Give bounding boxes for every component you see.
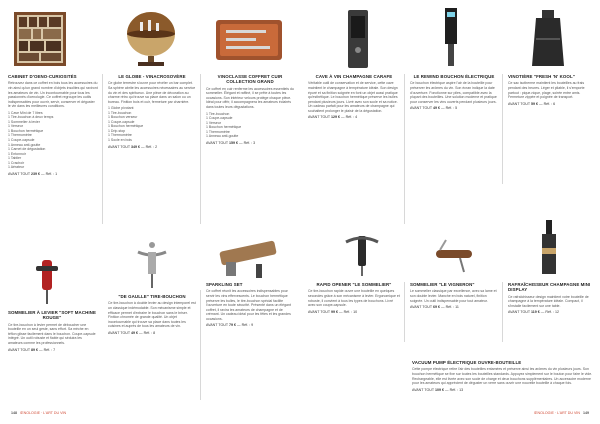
cabinet-product [8,74,98,244]
list-item: 1 Coupe-capsule [8,137,35,142]
champagne-cooler-title: RAFRAÎCHISSEUR CHAMPAGNE MINI DISPLAY [508,282,591,293]
vacuum-pump-title: VACUUM PUMP ÉLECTRIQUE OUVRE-BOUTEILLE [412,360,522,365]
list-item: 1 Bouchon verseur [108,115,138,120]
price-label: AVANT TOUT [108,144,130,149]
rapid-opener-description: Ce tire-bouchon rapide ouvre une bouteille en quelques secondes grâce à son mécanisme à levier. Ergonomique et robuste, il convient à tous les types de bouchons. Livré avec son coupe-capsule. [308,289,400,308]
list-item: 1 Thermomètre [8,133,32,138]
globe-title: LE GLOBE - VINACROSOVÈRE [118,74,186,79]
leather-case-description: Ce coffret en cuir renferme les accessoires essentiels du sommelier. Élégant et raffiné, il se prête à toutes les occasions. Son intérieur velours protège chaque pièce. Idéal pour offrir, il accompagnera les amateurs éclairés dans toutes leurs dégustations. [206,86,294,109]
wine-cooler-bag-image [528,8,568,68]
list-item: 1 Tire-bouchon [108,110,132,115]
sparkling-set-product [206,282,294,410]
reference: Réf. : 3 [243,140,256,145]
globe-price: AVANT TOUT 349 € — Réf. : 2 [108,144,158,149]
vacuum-pump-product [412,360,596,408]
reference: Réf. : 10 [343,309,358,314]
column-divider [404,74,405,224]
list-item: 1 Bouchon hermétique [206,125,242,130]
sparkling-set-description: Ce coffret réunit les accessoires indispensables pour servir les vins effervescents. Le bouchon hermétique préserve les bulles, le tire-bouchon spécial facilite l'ouverture en toute sécurité. Présenté dans un élégant coffret, il ravira les amateurs de champagne et de crémant. Un cadeau idéal pour les fêtes et les grandes occasions. [206,289,291,321]
column-divider [200,290,201,400]
right-page [300,0,600,424]
champagne-cooler-price: AVANT TOUT 119 € — Réf. : 12 [508,310,559,315]
list-item: 1 Aérateur [8,165,25,170]
list-item: 1 Drip-stop [108,128,126,133]
price-value: 119 € [530,310,540,315]
cabinet-contents [8,111,98,170]
column-divider [102,74,103,224]
champagne-cooler-description: Ce rafraîchisseur design maintient votre bouteille de champagne à la température idéale. Compact, il s'installe facilement sur une table. [508,294,589,308]
double-lever-corkscrew-title: "DE GAULLE" TIRE-BOUCHON [118,294,186,299]
price-label: AVANT TOUT [410,305,432,310]
price-label: AVANT TOUT [308,309,330,314]
list-item: 1 Globe pivotant [108,106,134,111]
leather-case-price: AVANT TOUT 159 € — Réf. : 3 [206,140,256,145]
cabinet-title: CABINET D'OENO-CURIOSITÉS [8,74,77,79]
price-label: AVANT TOUT [508,101,530,106]
price-value: 89 € [30,347,38,352]
reference: Réf. : 11 [445,305,459,310]
electric-stopper-image [436,6,466,68]
reference: Réf. : 4 [345,115,358,120]
champagne-cave-title: CAVE À VIN CHAMPAGNE CARAFE [315,74,393,79]
double-lever-corkscrew-price: AVANT TOUT 49 € — Réf. : 8 [108,330,156,335]
reference: Réf. : 7 [43,347,56,352]
wine-cooler-bag-description: Ce sac isotherme maintient les bouteilles au frais pendant des heures. Léger et pliable, il s'emporte partout : pique-nique, plage, soirée entre amis. Fermeture zippée et poignée de transport. [508,81,585,100]
price-value: 99 € [330,309,338,314]
list-item: 1 Verseur [8,124,23,129]
price-value: 49 € [130,330,138,335]
globe-image [118,8,184,70]
leather-case-product [206,74,294,204]
champagne-cave-product [308,74,400,234]
globe-contents [108,106,196,142]
price-label: AVANT TOUT [206,140,228,145]
lever-corkscrew-image [22,258,72,306]
price-label: AVANT TOUT [8,347,30,352]
reference: Réf. : 6 [543,101,556,106]
list-item: 1 Tire-bouchon [206,111,230,116]
column-divider [200,74,201,224]
price-label: AVANT TOUT [8,171,30,176]
list-item: 1 Bouchon hermétique [108,124,144,129]
list-item: 1 Verseur [206,120,221,125]
rapid-opener-price: AVANT TOUT 99 € — Réf. : 10 [308,309,358,314]
price-label: AVANT TOUT [508,310,530,315]
list-item: 1 Bouchon hermétique [8,128,44,133]
reference: Réf. : 12 [545,310,559,315]
lever-corkscrew-description: Ce tire-bouchon à levier permet de déboucher une bouteille en un seul geste, sans effort. Sa mèche en téflon glisse facilement dans le bouchon. Coupe-capsule intégré. Un outil robuste et fiable qui séduira les amateurs comme les professionnels. [8,322,96,345]
reference: Réf. : 5 [445,106,458,111]
price-value: 59 € [530,101,538,106]
champagne-cave-description: Véritable outil de conservation et de service, cette cave maintient le champagne à température idéale. Son design épuré et sa finition soignée en font un objet aussi pratique qu'esthétique. Le bouchon hermétique préserve les bulles pendant plusieurs jours. Livré avec son socle et sa notice. Un cadeau parfait pour les amateurs de champagne qui souhaitent prolonger le plaisir de la dégustation. [308,81,398,113]
vacuum-pump-description: Cette pompe électrique retire l'air des bouteilles entamées et préserve ainsi les arômes du vin plusieurs jours. Son bouchon hermétique se fixe sur toutes les bouteilles standards. Appuyez simplement sur le bouton pour faire le vide. Rechargeable, elle est livrée avec son socle de charge et deux bouchons supplémentaires. Un accessoire moderne pour les amateurs qui apprécient de déguster un verre sans ouvrir une nouvelle bouteille à chaque fois. [412,367,593,386]
double-lever-corkscrew-product [108,294,196,410]
cabinet-price: AVANT TOUT 239 € — Réf. : 1 [8,171,58,176]
electric-stopper-title: LE REWIND BOUCHON ÉLECTRIQUE [413,74,495,79]
price-value: 79 € [228,323,236,328]
reference: Réf. : 1 [45,171,58,176]
list-item: 1 Crachoir [8,160,25,165]
champagne-cave-image [346,8,370,70]
list-item: 1 Anneau anti-goutte [8,142,41,147]
lever-corkscrew-price: AVANT TOUT 89 € — Réf. : 7 [8,347,56,352]
reference: Réf. : 8 [143,330,156,335]
electric-stopper-price: AVANT TOUT 49 € — Réf. : 5 [410,106,458,111]
leather-case-title: VINOCLASSE COFFRET CUIR COLLECTION GRAND [217,74,283,85]
column-divider [502,74,503,184]
wine-cooler-bag-title: VINOTIÈRE "FRESH 'N' KOOL" [508,74,575,79]
list-item: 1 Thermomètre [206,129,230,134]
leather-case-contents [206,112,294,139]
wine-cooler-bag-price: AVANT TOUT 59 € — Réf. : 6 [508,101,556,106]
section-title: ŒNOLOGIE · L'ART DU VIN [20,411,67,415]
price-label: AVANT TOUT [206,323,228,328]
sparkling-set-image [216,236,280,280]
list-item: 1 Coupe-capsule [108,119,135,124]
price-label: AVANT TOUT [308,115,330,120]
list-item: 1 Anneau anti-goutte [206,134,239,139]
list-item: 1 Carnet de dégustation [8,147,46,152]
price-value: 349 € [130,144,140,149]
leather-case-image [214,14,284,64]
vacuum-pump-price: AVANT TOUT 109 € — Réf. : 13 [412,387,464,392]
globe-description: Ce globe terrestre s'ouvre pour révéler un bar complet. Sa sphère abrite les accessoires nécessaires au service du vin et des spiritueux. Une pièce de décoration au charme rétro qui trouve sa place dans un salon ou un bureau. Finition bois et cuir, fermeture par charnière. [108,81,196,104]
list-item: 1 Tablier [8,156,22,161]
sparkling-set-title: SPARKLING SET [206,282,243,287]
rapid-opener-image [340,232,384,278]
column-divider [502,282,503,342]
reference: Réf. : 9 [241,323,254,328]
electric-stopper-description: Ce bouchon électrique aspire l'air de la bouteille pour préserver les arômes du vin. Son écran indique la date d'ouverture. Fonctionne sur piles, compatible avec la plupart des bouteilles. Une solution moderne et pratique pour conserver les vins ouverts pendant plusieurs jours. [410,81,497,104]
list-item: 1 Entonnoir [8,151,26,156]
waiters-friend-title: SOMMELIER "LE VIGNERON" [410,282,475,287]
globe-product [108,74,196,234]
price-value: 49 € [432,106,440,111]
double-lever-corkscrew-image [132,240,172,290]
price-label: AVANT TOUT [108,330,130,335]
double-lever-corkscrew-description: Ce tire-bouchon à double levier au design intemporel est un classique indémodable. Son mécanisme simple et efficace permet d'extraire le bouchon sans le briser. Finition chromée de grande qualité. Un objet incontournable qui trouve sa place dans toutes les cuisines et auprès de tous les amateurs de vin. [108,301,196,329]
cabinet-image [8,8,72,70]
rapid-opener-product [308,282,400,362]
section-title: ŒNOLOGIE · L'ART DU VIN [533,411,580,415]
list-item: 1 Tire-bouchon à deux temps [8,115,54,120]
page-number: 148 [11,411,17,415]
champagne-cooler-image [536,218,562,278]
list-item: 1 Socle en bois [108,137,132,142]
list-item: 1 Coupe-capsule [206,116,233,121]
price-value: 109 € [434,387,444,392]
cabinet-description: Retrouvez dans ce coffret en bois tous les accessoires du vin ainsi qu'un grand nombre d'objets insolites qui raviront les amateurs de vin. Un incontournable pour tous les passionnés d'oenologie. Ce coffret regroupe les outils indispensables pour ouvrir, servir, conserver et déguster le vin dans les meilleures conditions. [8,81,98,109]
price-label: AVANT TOUT [412,387,434,392]
waiters-friend-description: Le sommelier classique par excellence, avec sa lame et son double levier. Manche en bois naturel, finition soignée. Un outil indispensable pour tout amateur. [410,289,497,303]
left-folio [8,411,66,415]
champagne-cave-price: AVANT TOUT 129 € — Réf. : 4 [308,115,358,120]
champagne-cooler-product [508,282,596,352]
list-item: 1 Thermomètre [108,133,132,138]
lever-corkscrew-title: SOMMELIER À LEVIER "SOFT MACHINE ROUGE" [8,310,96,321]
rapid-opener-title: RAPID OPENER "LE SOMMELIER" [316,282,392,287]
sparkling-set-price: AVANT TOUT 79 € — Réf. : 9 [206,323,254,328]
waiters-friend-price: AVANT TOUT 69 € — Réf. : 11 [410,305,459,310]
price-value: 69 € [432,305,440,310]
reference: Réf. : 2 [145,144,158,149]
list-item: 1 Cave Mini de 7 litres [8,110,43,115]
page-number: 149 [583,411,589,415]
electric-stopper-product [410,74,498,204]
column-divider [404,282,405,342]
right-folio [534,411,592,415]
price-label: AVANT TOUT [410,106,432,111]
price-value: 159 € [228,140,238,145]
waiters-friend-image [430,236,478,276]
price-value: 129 € [330,115,340,120]
price-value: 239 € [30,171,40,176]
lever-corkscrew-product [8,310,96,410]
reference: Réf. : 13 [449,387,464,392]
waiters-friend-product [410,282,498,352]
wine-cooler-bag-product [508,74,596,174]
list-item: 1 Sommelier à levier [8,119,40,124]
